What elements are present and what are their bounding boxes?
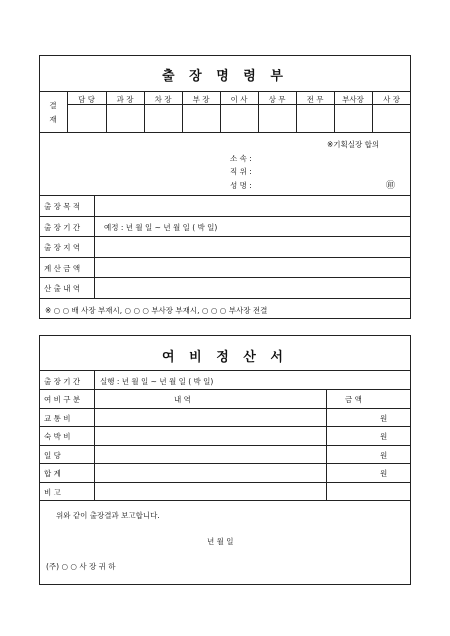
trip-row-label: 출 장 기 간 [44, 223, 81, 232]
expense-item-label: 합 계 [44, 469, 61, 478]
expense-item-detail-cell[interactable] [95, 409, 325, 425]
expense-item-detail-cell[interactable] [95, 483, 325, 499]
period-label: 출 장 기 간 [44, 377, 81, 386]
trip-row-value[interactable]: 예정 : 년 월 일 ~ 년 월 일 ( 박 일) [104, 223, 218, 232]
position-label: 직 위 : [230, 167, 252, 176]
approval-column-label: 차 장 [154, 95, 172, 104]
expense-item-label: 숙 박 비 [44, 432, 71, 441]
trip-row-label: 출 장 지 역 [44, 243, 81, 252]
expense-item-unit[interactable]: 원 [380, 469, 388, 478]
expense-item-label: 비 고 [44, 488, 61, 497]
approval-column-label: 전 무 [306, 95, 324, 104]
expense-header-amount: 금 액 [345, 395, 362, 404]
approval-column-label: 이 사 [230, 95, 248, 104]
expense-settlement-title: 여 비 정 산 서 [162, 350, 288, 365]
approval-signature-cell[interactable] [67, 105, 106, 132]
trip-row-label: 계 산 금 액 [44, 264, 81, 273]
expense-item-unit[interactable]: 원 [380, 451, 388, 460]
consult-note: ※기획실장 합의 [327, 140, 380, 149]
approval-signature-cell[interactable] [296, 105, 334, 132]
approval-column-label: 부사장 [342, 95, 364, 104]
expense-item-label: 일 당 [44, 451, 61, 460]
approval-signature-cell[interactable] [372, 105, 411, 132]
affiliation-label: 소 속 : [230, 154, 252, 163]
approval-column-label: 상 무 [268, 95, 286, 104]
trip-order-title: 출 장 명 령 부 [162, 69, 288, 84]
approval-signature-cell[interactable] [220, 105, 258, 132]
name-label: 성 명 : [230, 181, 252, 190]
approval-column-label: 부 장 [192, 95, 210, 104]
approval-signature-cell[interactable] [182, 105, 220, 132]
approval-signature-cell[interactable] [106, 105, 144, 132]
date-line: 년 월 일 [207, 537, 234, 546]
seal-mark: ㊞ [386, 181, 396, 191]
expense-item-detail-cell[interactable] [95, 427, 325, 443]
addressee: (주) ○ ○ 사 장 귀 하 [46, 562, 116, 571]
expense-header-detail: 내 역 [174, 395, 191, 404]
period-value: 실행 : 년 월 일 ~ 년 월 일 ( 박 일) [100, 377, 214, 386]
expense-item-detail-cell[interactable] [95, 446, 325, 462]
approval-column-label: 과 장 [116, 95, 134, 104]
expense-item-unit[interactable]: 원 [380, 432, 388, 441]
trip-row-label: 출 장 목 적 [44, 202, 81, 211]
expense-header-label: 여 비 구 분 [44, 395, 81, 404]
report-text: 위와 같이 출장결과 보고합니다. [56, 511, 160, 520]
approval-signature-cell[interactable] [144, 105, 182, 132]
trip-row-label: 산 출 내 역 [44, 284, 81, 293]
approval-signature-cell[interactable] [334, 105, 372, 132]
approval-column-label: 사 장 [383, 95, 400, 104]
approval-signature-cell[interactable] [258, 105, 296, 132]
expense-item-unit[interactable]: 원 [380, 414, 388, 423]
approval-label: 결 재 [49, 101, 57, 124]
expense-item-label: 교 통 비 [44, 414, 71, 423]
approval-column-label: 담 당 [78, 95, 95, 104]
expense-item-detail-cell[interactable] [95, 464, 325, 480]
trip-order-footnote: ※ ○ ○ 배 사장 부재시, ○ ○ ○ 부사장 부재시, ○ ○ ○ 부사장 전결 [45, 306, 268, 315]
